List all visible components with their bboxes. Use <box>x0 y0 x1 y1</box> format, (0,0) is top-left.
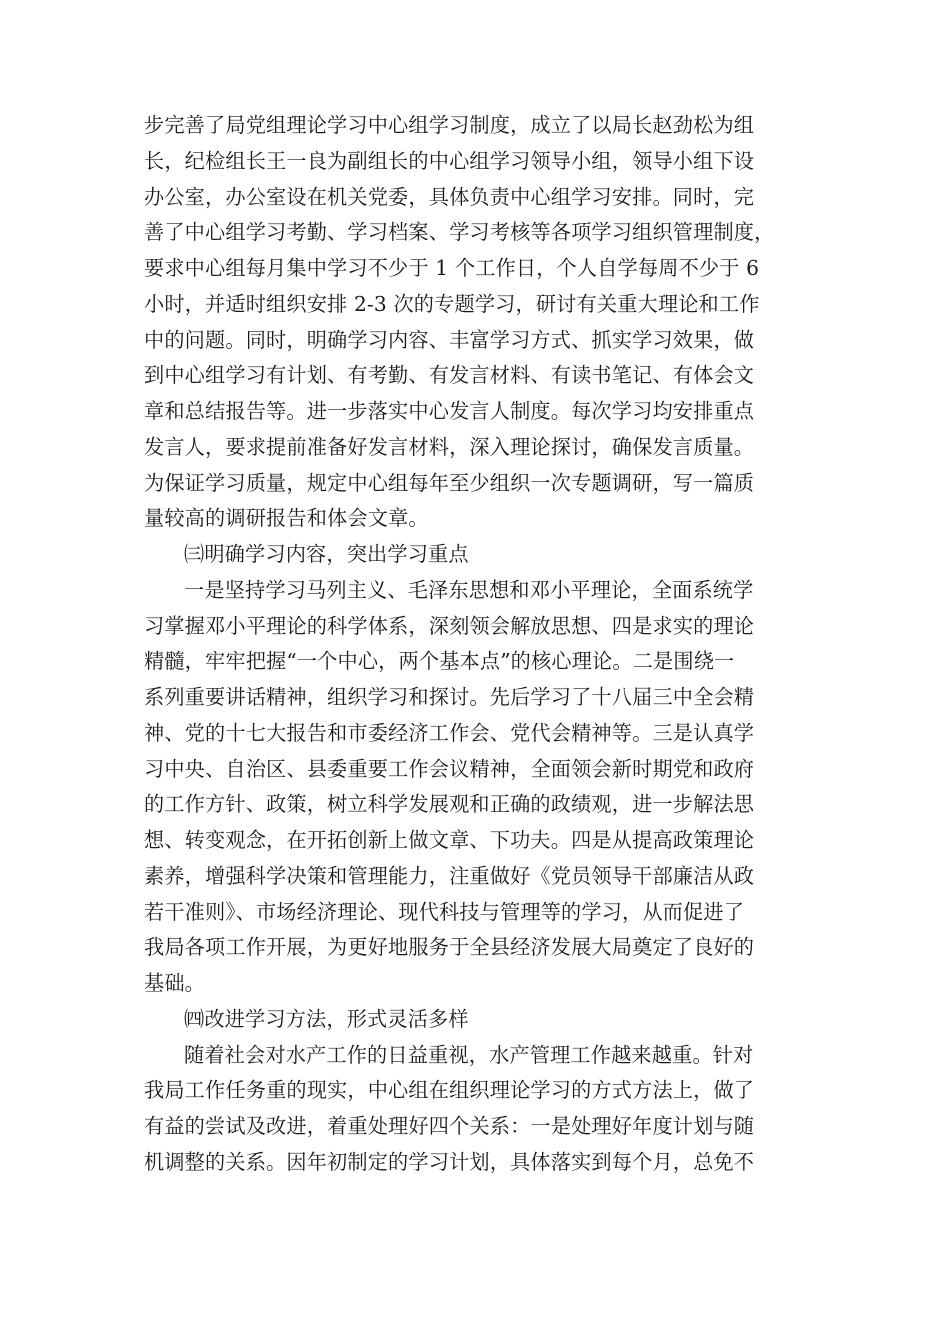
text-line: 精髓，牢牢把握“一个中心，两个基本点”的核心理论。二是围绕一 <box>144 649 735 674</box>
text-line: 的工作方针、政策，树立科学发展观和正确的政绩观，进一步解法思 <box>144 792 755 817</box>
text-line: 步完善了局党组理论学习中心组学习制度，成立了以局长赵劲松为组 <box>144 113 755 137</box>
text-line: 习掌握邓小平理论的科学体系，深刻领会解放思想、四是求实的理论 <box>144 613 755 638</box>
text-line: 若干准则》、市场经济理论、现代科技与管理等的学习，从而促进了 <box>144 899 745 924</box>
text-line: 长，纪检组长王一良为副组长的中心组学习领导小组，领导小组下设 <box>144 148 755 173</box>
text-line: 办公室，办公室设在机关党委，具体负责中心组学习安排。同时，完 <box>144 184 755 209</box>
text-line: 章和总结报告等。进一步落实中心发言人制度。每次学习均安排重点 <box>144 399 755 423</box>
text-line: 素养，增强科学决策和管理能力，注重做好《党员领导干部廉洁从政 <box>144 863 755 888</box>
text-line: 到中心组学习有计划、有考勤、有发言材料、有读书笔记、有体会文 <box>144 363 755 388</box>
text-line: 习中央、自治区、县委重要工作会议精神，全面领会新时期党和政府 <box>144 756 755 781</box>
text-line: 有益的尝试及改进，着重处理好四个关系：一是处理好年度计划与随 <box>144 1114 755 1138</box>
text-line: 系列重要讲话精神，组织学习和探讨。先后学习了十八届三中全会精 <box>144 685 755 709</box>
text-line: 神、党的十七大报告和市委经济工作会、党代会精神等。三是认真学 <box>144 720 755 745</box>
text-line: 一是坚持学习马列主义、毛泽东思想和邓小平理论，全面系统学 <box>184 577 754 602</box>
text-line: 小时，并适时组织安排 2-3 次的专题学习，研讨有关重大理论和工作 <box>144 291 760 316</box>
text-line: 随着社会对水产工作的日益重视，水产管理工作越来越重。针对 <box>184 1042 754 1067</box>
text-line: 为保证学习质量，规定中心组每年至少组织一次专题调研，写一篇质 <box>144 470 755 495</box>
text-line: 我局各项工作开展，为更好地服务于全县经济发展大局奠定了良好的 <box>144 935 755 960</box>
text-line: 机调整的关系。因年初制定的学习计划，具体落实到每个月，总免不 <box>144 1149 755 1174</box>
text-line: 善了中心组学习考勤、学习档案、学习考核等各项学习组织管理制度， <box>144 220 775 245</box>
text-line: 想、转变观念，在开拓创新上做文章、下功夫。四是从提高政策理论 <box>144 828 755 852</box>
text-line: ㈢明确学习内容，突出学习重点 <box>184 542 469 566</box>
text-line: 基础。 <box>144 971 206 995</box>
text-line: 量较高的调研报告和体会文章。 <box>144 506 429 531</box>
text-line: 发言人，要求提前准备好发言材料，深入理论探讨，确保发言质量。 <box>144 434 755 459</box>
text-line: 中的问题。同时，明确学习内容、丰富学习方式、抓实学习效果，做 <box>144 327 755 352</box>
text-line: 要求中心组每月集中学习不少于 1 个工作日，个人自学每周不少于 6 <box>144 256 760 280</box>
text-line: 我局工作任务重的现实，中心组在组织理论学习的方式方法上，做了 <box>144 1078 755 1103</box>
text-line: ㈣改进学习方法，形式灵活多样 <box>184 1006 469 1031</box>
